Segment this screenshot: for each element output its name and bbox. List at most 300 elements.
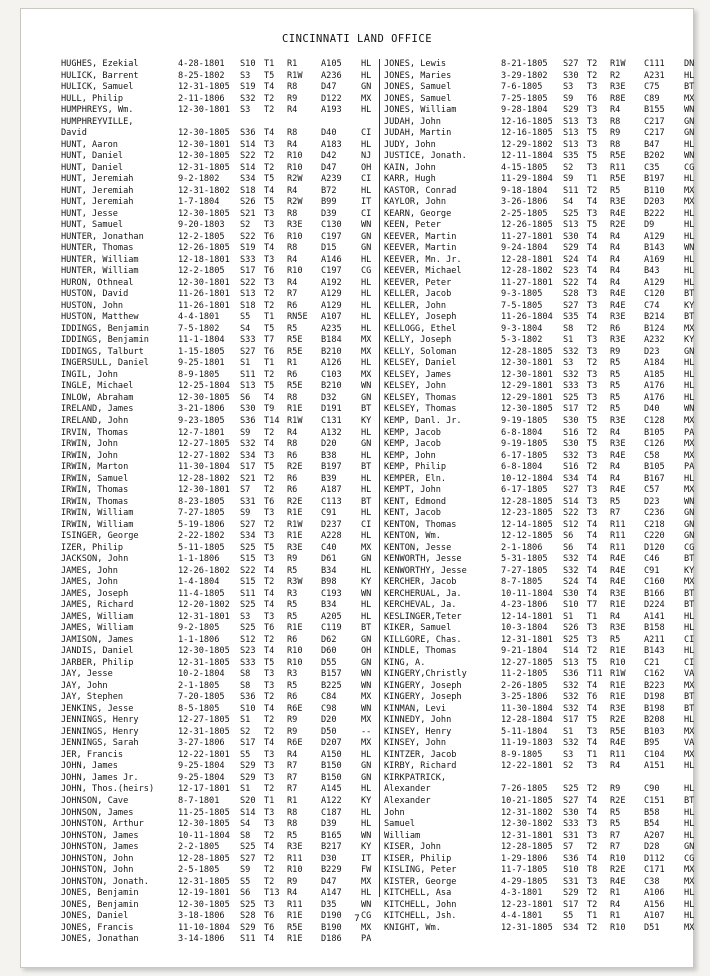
entry-certificate: C187 — [321, 807, 342, 818]
entry-range: R9 — [287, 715, 298, 726]
entry-section: S13 — [563, 657, 579, 668]
entry-certificate: B47 — [644, 139, 660, 150]
entry-date: 12-16-1805 — [501, 128, 553, 139]
land-entry-row — [384, 393, 700, 405]
entry-name: KISLING, Peter — [384, 865, 457, 876]
entry-certificate: C131 — [321, 415, 342, 426]
entry-range: R11 — [287, 899, 303, 910]
entry-certificate: D55 — [321, 657, 337, 668]
entry-section: S8 — [240, 830, 251, 841]
entry-name: JUSTICE, Jonath. — [384, 151, 467, 162]
entry-name: HUGHES, Ezekial — [61, 59, 139, 69]
entry-state: HL — [361, 807, 372, 818]
entry-state: WN — [361, 669, 372, 680]
land-entry-row — [61, 784, 377, 796]
entry-section: S28 — [240, 911, 256, 922]
land-entry-row — [384, 819, 700, 831]
entry-section — [563, 773, 587, 785]
entry-state: MX — [684, 323, 695, 334]
land-entry-row — [61, 669, 377, 681]
land-entry-row — [384, 784, 700, 796]
entry-state: HL — [684, 254, 695, 265]
entry-certificate: B197 — [321, 462, 342, 473]
entry-state: HL — [684, 819, 695, 830]
entry-date: 12-30-1805 — [178, 128, 230, 139]
entry-name: JOHN, Thos.(heirs) — [61, 784, 155, 795]
entry-range: R4E — [610, 485, 626, 496]
land-entry-row — [61, 566, 377, 578]
entry-date: 8-9-1805 — [178, 369, 220, 380]
land-entry-row — [61, 59, 377, 71]
entry-date: 12-31-1805 — [178, 876, 230, 887]
entry-state: HL — [361, 277, 372, 288]
land-entry-row — [61, 347, 377, 359]
entry-state: HL — [361, 185, 372, 196]
entry-range: R5E — [287, 346, 303, 357]
land-entry-row — [61, 704, 377, 716]
entry-township: T6 — [264, 266, 275, 277]
entry-state: KY — [361, 796, 372, 806]
entry-state: CG — [361, 266, 372, 277]
entry-name: IRWIN, William — [61, 519, 134, 530]
entry-date: 12-28-1805 — [178, 853, 230, 864]
entry-name: KEMPT, John — [384, 485, 441, 496]
entry-certificate: A129 — [644, 277, 665, 288]
entry-certificate: B34 — [321, 565, 337, 576]
entry-name: JOHNSON, Cave — [61, 796, 129, 806]
entry-state: KY — [361, 415, 372, 426]
entry-township: T3 — [587, 346, 598, 357]
entry-state: KY — [361, 842, 372, 853]
entry-township: T1 — [587, 749, 598, 760]
entry-range: R4 — [287, 749, 298, 760]
entry-section: S33 — [240, 335, 256, 346]
land-entry-row — [384, 692, 700, 704]
entry-state: HL — [684, 784, 695, 795]
entry-township: T2 — [264, 876, 275, 887]
entry-name: KELLOGG, Ethel — [384, 323, 457, 334]
land-entry-row — [61, 140, 377, 152]
entry-name: JUDY, John — [384, 139, 436, 150]
entry-range: R5 — [610, 496, 621, 507]
entry-range: R4E — [610, 450, 626, 461]
entry-name: KEARN, George — [384, 208, 452, 219]
entry-section: S22 — [240, 151, 256, 162]
entry-township: T5 — [264, 323, 275, 334]
entry-certificate: A183 — [321, 139, 342, 150]
entry-state: MX — [684, 726, 695, 737]
entry-certificate: B150 — [321, 761, 342, 772]
entry-township: T5 — [264, 197, 275, 208]
entry-section: S25 — [240, 623, 256, 634]
entry-range: R2E — [610, 715, 626, 726]
entry-date: 11-30-1804 — [501, 703, 553, 714]
entry-certificate: D42 — [321, 151, 337, 162]
entry-state: HL — [361, 254, 372, 265]
entry-section: S1 — [563, 335, 574, 346]
entry-range: R8 — [610, 139, 621, 150]
entry-certificate: B210 — [321, 381, 342, 392]
entry-section: S6 — [563, 531, 574, 542]
land-entry-row — [384, 900, 700, 912]
entry-certificate: D32 — [321, 392, 337, 403]
land-entry-row — [384, 289, 700, 301]
entry-date: 12-18-1801 — [178, 254, 230, 265]
entry-certificate: D60 — [321, 646, 337, 657]
entry-date: 12-22-1801 — [501, 761, 553, 772]
entry-section: S30 — [563, 415, 579, 426]
entry-certificate: C162 — [644, 669, 665, 680]
entry-name: JENNINGS, Sarah — [61, 738, 139, 749]
land-entry-row — [384, 669, 700, 681]
entry-township: T6 — [264, 346, 275, 357]
entry-state: MX — [361, 335, 372, 346]
entry-certificate: A151 — [644, 761, 665, 772]
entry-section: S12 — [240, 634, 256, 645]
entry-section: S9 — [563, 93, 574, 104]
entry-date: 12-28-1804 — [501, 715, 553, 726]
entry-range: R8E — [610, 93, 626, 104]
land-entry-row — [384, 186, 700, 198]
land-entry-row — [384, 174, 700, 186]
entry-section: S3 — [563, 358, 574, 369]
entry-township: T4 — [587, 519, 598, 530]
entry-section: S19 — [240, 82, 256, 93]
entry-section: S32 — [563, 738, 579, 749]
entry-name: KINGERY, Joseph — [384, 680, 462, 691]
land-entry-row — [384, 888, 700, 900]
land-entry-row — [61, 877, 377, 889]
entry-section: S33 — [563, 381, 579, 392]
entry-township: T6 — [587, 93, 598, 104]
entry-range: R1E — [610, 600, 626, 611]
entry-certificate: A193 — [321, 105, 342, 116]
entry-name: JONES, Maries — [384, 70, 452, 81]
entry-certificate: A231 — [644, 70, 665, 81]
entry-certificate: B95 — [644, 738, 660, 749]
entry-township: T4 — [587, 588, 598, 599]
entry-date: 12-28-1801 — [501, 254, 553, 265]
entry-range: R5 — [610, 185, 621, 196]
entry-range: R6 — [287, 485, 298, 496]
entry-township: T3 — [587, 485, 598, 496]
entry-township: T3 — [587, 208, 598, 219]
entry-section: S27 — [240, 853, 256, 864]
entry-certificate: C151 — [644, 796, 665, 806]
entry-certificate: C91 — [644, 565, 660, 576]
entry-date: 12-28-1805 — [501, 346, 553, 357]
entry-name: JENKINS, Jesse — [61, 703, 134, 714]
land-entry-row — [384, 704, 700, 716]
land-entry-row — [61, 381, 377, 393]
entry-name: IRWIN, Marton — [61, 462, 129, 473]
entry-township: T2 — [264, 427, 275, 438]
entry-township: T3 — [587, 335, 598, 346]
entry-range: R8 — [287, 392, 298, 403]
entry-state: HL — [684, 277, 695, 288]
entry-date: 12-27-1805 — [501, 657, 553, 668]
entry-section: S22 — [563, 277, 579, 288]
entry-date: 7-27-1805 — [501, 565, 548, 576]
entry-state: DN — [684, 59, 695, 69]
entry-state: HL — [684, 715, 695, 726]
entry-section: S27 — [563, 796, 579, 806]
entry-date: 9-18-1804 — [501, 185, 548, 196]
entry-section: S31 — [240, 496, 256, 507]
entry-date: 1-4-1804 — [178, 577, 220, 588]
entry-township — [587, 773, 610, 785]
entry-section: S22 — [240, 277, 256, 288]
right-column — [379, 59, 700, 933]
entry-certificate: D198 — [644, 692, 665, 703]
land-entry-row — [384, 612, 700, 624]
entry-state: MX — [361, 369, 372, 380]
entry-state: IT — [361, 853, 372, 864]
entry-section: S8 — [240, 680, 251, 691]
entry-section: S3 — [240, 105, 251, 116]
entry-range: R7 — [287, 784, 298, 795]
entry-range: R8 — [287, 439, 298, 450]
entry-certificate: C104 — [644, 749, 665, 760]
entry-range: R4E — [610, 208, 626, 219]
land-entry-row — [384, 416, 700, 428]
entry-certificate: B58 — [644, 807, 660, 818]
entry-name: KEMP, Philip — [384, 462, 447, 473]
entry-section: S23 — [563, 266, 579, 277]
entry-name: HULICK, Barrent — [61, 70, 139, 81]
entry-range: R6 — [287, 300, 298, 311]
entry-range: R1 — [610, 911, 621, 922]
entry-certificate: C84 — [321, 692, 337, 703]
entry-state: HL — [684, 623, 695, 634]
entry-certificate: A122 — [321, 796, 342, 806]
entry-state: MX — [361, 922, 372, 933]
entry-range: R9 — [610, 346, 621, 357]
entry-state: HL — [684, 807, 695, 818]
entry-range: R1W — [610, 59, 626, 69]
entry-date: 12-30-1801 — [178, 485, 230, 496]
entry-date: 3-29-1802 — [501, 70, 548, 81]
entry-state: MX — [361, 692, 372, 703]
entry-name: KEEVER, Martin — [384, 243, 457, 254]
entry-name: KINGERY,Christly — [384, 669, 467, 680]
entry-date: 12-28-1802 — [501, 266, 553, 277]
entry-date: 2-2-1805 — [178, 842, 220, 853]
land-entry-row — [384, 451, 700, 463]
entry-date: 12-30-1805 — [178, 819, 230, 830]
entry-range: R11 — [610, 162, 626, 173]
land-entry-row — [384, 347, 700, 359]
entry-section: S30 — [240, 404, 256, 415]
entry-range: R4 — [610, 899, 621, 910]
entry-section: S36 — [563, 853, 579, 864]
entry-name: INGIL, John — [61, 369, 118, 380]
entry-range: R6 — [287, 692, 298, 703]
entry-section: S29 — [563, 105, 579, 116]
entry-township: T4 — [264, 439, 275, 450]
land-entry-row — [61, 358, 377, 370]
entry-range: R4 — [610, 254, 621, 265]
entry-name: HUNT, Daniel — [61, 151, 124, 162]
entry-township: T6 — [587, 692, 598, 703]
entry-name: KINMAN, Levi — [384, 703, 447, 714]
entry-certificate — [321, 117, 361, 129]
entry-township: T3 — [264, 772, 275, 783]
land-entry-row — [61, 151, 377, 163]
entry-certificate: C126 — [644, 439, 665, 450]
entry-township: T2 — [587, 323, 598, 334]
entry-certificate: D62 — [321, 634, 337, 645]
entry-date: 12-31-1805 — [178, 82, 230, 93]
entry-certificate: D51 — [644, 922, 660, 933]
land-entry-row — [384, 635, 700, 647]
entry-date — [501, 773, 563, 785]
entry-name: KASTOR, Conrad — [384, 185, 457, 196]
entry-range: R1E — [610, 646, 626, 657]
entry-date: 9-2-1802 — [178, 174, 220, 185]
entry-certificate: A150 — [321, 749, 342, 760]
entry-section: S9 — [240, 508, 251, 519]
entry-range: R1W — [610, 669, 626, 680]
land-entry-row — [61, 117, 377, 129]
entry-township: T4 — [264, 82, 275, 93]
entry-certificate: D237 — [321, 519, 342, 530]
land-entry-row — [384, 877, 700, 889]
entry-name: HUNT, Jesse — [61, 208, 118, 219]
entry-township: T5 — [587, 415, 598, 426]
land-entry-row — [384, 301, 700, 313]
entry-certificate: D122 — [321, 93, 342, 104]
entry-section: S26 — [240, 197, 256, 208]
entry-range: R2E — [610, 796, 626, 806]
entry-section: S33 — [240, 657, 256, 668]
entry-state: HL — [361, 427, 372, 438]
entry-section: S14 — [240, 139, 256, 150]
entry-name: JONES, Daniel — [61, 911, 129, 922]
entry-range: R5 — [610, 634, 621, 645]
entry-name: JOHNSTON, James — [61, 842, 139, 853]
land-entry-row — [384, 462, 700, 474]
entry-certificate: C89 — [644, 93, 660, 104]
entry-section: S10 — [240, 59, 256, 69]
entry-section: S29 — [240, 922, 256, 933]
entry-date: 9-21-1804 — [501, 646, 548, 657]
land-entry-row — [61, 692, 377, 704]
entry-certificate: C74 — [644, 300, 660, 311]
entry-certificate: A126 — [321, 358, 342, 369]
entry-date: 2-5-1805 — [178, 865, 220, 876]
entry-certificate: A106 — [644, 888, 665, 899]
entry-name: KERCHER, Jacob — [384, 577, 457, 588]
entry-township: T6 — [264, 911, 275, 922]
land-entry-row — [384, 589, 700, 601]
land-entry-row — [384, 220, 700, 232]
entry-certificate: D35 — [321, 899, 337, 910]
entry-range: R1W — [287, 415, 303, 426]
land-entry-row — [61, 174, 377, 186]
entry-section: S2 — [563, 162, 574, 173]
entry-date: 4-28-1801 — [178, 59, 225, 69]
entry-township: T3 — [587, 369, 598, 380]
entry-state: HL — [684, 888, 695, 899]
entry-range: R5 — [287, 600, 298, 611]
entry-state: HL — [361, 59, 372, 69]
entry-section: S10 — [240, 703, 256, 714]
entry-date: 12-30-1801 — [178, 277, 230, 288]
entry-certificate: D186 — [321, 934, 342, 945]
entry-certificate: B214 — [644, 312, 665, 323]
entry-name: KIKER, Samuel — [384, 623, 452, 634]
entry-name: HUNTER, Jonathan — [61, 231, 144, 242]
land-entry-row — [384, 865, 700, 877]
entry-name: KENTON, Wm. — [384, 531, 441, 542]
land-entry-row — [61, 842, 377, 854]
entry-certificate: D61 — [321, 554, 337, 565]
entry-certificate: D191 — [321, 404, 342, 415]
entry-certificate: A129 — [321, 289, 342, 300]
land-entry-row — [384, 428, 700, 440]
entry-date: 7-5-1805 — [501, 300, 543, 311]
entry-certificate: B38 — [321, 450, 337, 461]
entry-section: S1 — [240, 784, 251, 795]
entry-state: GN — [684, 842, 695, 853]
entry-range: R1E — [610, 680, 626, 691]
entry-certificate: B184 — [321, 335, 342, 346]
entry-certificate: D40 — [321, 128, 337, 139]
entry-township: T1 — [264, 312, 275, 323]
entry-name: JAMES, William — [61, 623, 134, 634]
entry-section: S22 — [240, 231, 256, 242]
entry-township: T4 — [587, 473, 598, 484]
entry-section: S27 — [563, 485, 579, 496]
land-entry-row — [384, 508, 700, 520]
entry-section: S32 — [563, 369, 579, 380]
land-entry-row — [384, 658, 700, 670]
entry-name: KERCHEVAL, Ja. — [384, 600, 457, 611]
land-entry-row — [61, 416, 377, 428]
entry-name: JENNINGS, Henry — [61, 726, 139, 737]
entry-township: T2 — [264, 830, 275, 841]
land-entry-row — [384, 370, 700, 382]
entry-township: T4 — [587, 565, 598, 576]
entry-township: T2 — [264, 692, 275, 703]
entry-state: CG — [361, 911, 372, 922]
entry-date: 8-5-1805 — [178, 703, 220, 714]
entry-state: FW — [361, 865, 372, 876]
entry-name: KELLER, John — [384, 300, 447, 311]
entry-range: R3E — [610, 623, 626, 634]
entry-township: T3 — [587, 876, 598, 887]
entry-state: WN — [684, 404, 695, 415]
land-entry-row — [61, 335, 377, 347]
entry-certificate: C130 — [321, 220, 342, 231]
entry-certificate: B143 — [644, 243, 665, 254]
entry-name: KELLER, Jacob — [384, 289, 452, 300]
entry-state: HL — [684, 646, 695, 657]
entry-township: T4 — [264, 738, 275, 749]
entry-name: Samuel — [384, 819, 416, 830]
entry-name: HUMPHREYS, Wm. — [61, 105, 134, 116]
entry-range: R2W — [287, 174, 303, 185]
entry-state: HL — [361, 565, 372, 576]
entry-section: S17 — [240, 266, 256, 277]
entry-section: S25 — [240, 600, 256, 611]
entry-state: WN — [361, 680, 372, 691]
land-entry-row — [61, 451, 377, 463]
entry-township: T5 — [264, 462, 275, 473]
entry-certificate: C171 — [644, 865, 665, 876]
entry-range: R2E — [287, 496, 303, 507]
